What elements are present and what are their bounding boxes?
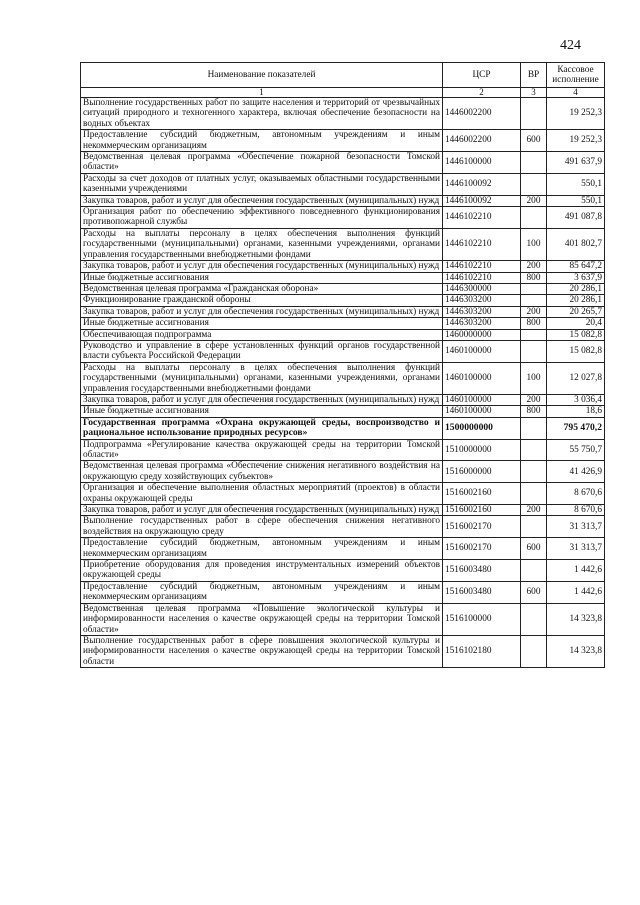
table-row (81, 295, 605, 306)
vr-cell: 800 (521, 406, 547, 417)
table-row (81, 318, 605, 329)
name-cell: Ведомственная целевая программа «Гражданская оборона» (81, 283, 443, 294)
name-cell: Закупка товаров, работ и услуг для обеспечения государственных (муниципальных) нужд (81, 261, 443, 272)
table-row (81, 635, 605, 667)
table-row (81, 461, 605, 483)
sum-cell: 85 647,2 (547, 261, 605, 272)
name-cell: Закупка товаров, работ и услуг для обеспечения государственных (муниципальных) нужд (81, 306, 443, 317)
vr-cell: 600 (521, 581, 547, 603)
table-row (81, 195, 605, 206)
table-row (81, 406, 605, 417)
vr-cell (521, 329, 547, 340)
name-cell: Подпрограмма «Регулирование качества окружающей среды на территории Томской области» (81, 439, 443, 461)
name-cell: Выполнение государственных работ по защите населения и территорий от чрезвычайных ситуаций природного и техногенного характера, включая обеспечение безопасности на водных объектах (81, 98, 443, 130)
vr-cell (521, 603, 547, 635)
vr-cell: 800 (521, 318, 547, 329)
csr-cell: 1446002200 (443, 130, 521, 152)
table-row (81, 538, 605, 560)
sum-cell: 41 426,9 (547, 461, 605, 483)
sum-cell: 491 087,8 (547, 207, 605, 229)
vr-cell: 200 (521, 306, 547, 317)
name-cell: Руководство и управление в сфере установленных функций органов государственной власти субъекта Российской Федерации (81, 340, 443, 362)
name-cell: Предоставление субсидий бюджетным, автономным учреждениям и иным некоммерческим организациям (81, 130, 443, 152)
table-row (81, 340, 605, 362)
name-cell: Ведомственная целевая программа «Обеспечение снижения негативного воздействия на окружающую среду хозяйствующих субъектов» (81, 461, 443, 483)
sum-cell: 550,1 (547, 195, 605, 206)
csr-cell: 1460100000 (443, 362, 521, 394)
table-header-row (81, 63, 605, 88)
csr-cell: 1446002200 (443, 98, 521, 130)
name-cell: Закупка товаров, работ и услуг для обеспечения государственных (муниципальных) нужд (81, 394, 443, 405)
sum-cell: 795 470,2 (547, 417, 605, 439)
table-row (81, 329, 605, 340)
table-row (81, 98, 605, 130)
vr-cell (521, 98, 547, 130)
vr-cell (521, 635, 547, 667)
csr-cell: 1500000000 (443, 417, 521, 439)
csr-cell: 1460100000 (443, 406, 521, 417)
csr-cell: 1510000000 (443, 439, 521, 461)
vr-cell: 600 (521, 130, 547, 152)
name-cell: Расходы на выплаты персоналу в целях обеспечения выполнения функций государственными (муниципальными) органами, казенными учреждениями, органами управления государственными внебюджетными фондами (81, 228, 443, 260)
sum-cell: 55 750,7 (547, 439, 605, 461)
table-row (81, 516, 605, 538)
csr-cell: 1516102180 (443, 635, 521, 667)
name-cell: Организация работ по обеспечению эффективного повседневного функционирования противопожарной службы (81, 207, 443, 229)
table-row (81, 483, 605, 505)
column-number-row (81, 88, 605, 98)
column-number: 3 (521, 88, 547, 98)
csr-cell: 1446100092 (443, 173, 521, 195)
csr-cell: 1516000000 (443, 461, 521, 483)
sum-cell: 19 252,3 (547, 130, 605, 152)
sum-cell: 1 442,6 (547, 560, 605, 582)
name-cell: Организация и обеспечение выполнения областных мероприятий (проектов) в области охраны окружающей среды (81, 483, 443, 505)
vr-cell: 600 (521, 538, 547, 560)
vr-cell: 200 (521, 195, 547, 206)
table-row (81, 173, 605, 195)
vr-cell (521, 516, 547, 538)
sum-cell: 20 286,1 (547, 295, 605, 306)
csr-cell: 1460100000 (443, 340, 521, 362)
sum-cell: 19 252,3 (547, 98, 605, 130)
name-cell: Расходы на выплаты персоналу в целях обеспечения выполнения функций государственными (муниципальными) органами, казенными учреждениями, органами управления государственными внебюджетными фондами (81, 362, 443, 394)
page-number: 424 (560, 38, 581, 53)
table-row (81, 560, 605, 582)
vr-cell (521, 483, 547, 505)
csr-cell: 1460000000 (443, 329, 521, 340)
name-cell: Функционирование гражданской обороны (81, 295, 443, 306)
sum-cell: 1 442,6 (547, 581, 605, 603)
sum-cell: 14 323,8 (547, 603, 605, 635)
table-row (81, 581, 605, 603)
table-row (81, 505, 605, 516)
name-cell: Иные бюджетные ассигнования (81, 272, 443, 283)
csr-cell: 1446102210 (443, 207, 521, 229)
table-row (81, 207, 605, 229)
vr-cell: 200 (521, 394, 547, 405)
csr-cell: 1516003480 (443, 581, 521, 603)
sum-cell: 15 082,8 (547, 329, 605, 340)
name-cell: Выполнение государственных работ в сфере обеспечения снижения негативного воздействия на окружающую среду (81, 516, 443, 538)
csr-cell: 1446102210 (443, 228, 521, 260)
sum-cell: 550,1 (547, 173, 605, 195)
vr-cell (521, 439, 547, 461)
csr-cell: 1446303200 (443, 318, 521, 329)
sum-cell: 18,6 (547, 406, 605, 417)
name-cell: Обеспечивающая подпрограмма (81, 329, 443, 340)
sum-cell: 20 265,7 (547, 306, 605, 317)
csr-cell: 1516003480 (443, 560, 521, 582)
sum-cell: 31 313,7 (547, 516, 605, 538)
csr-cell: 1446102210 (443, 261, 521, 272)
csr-cell: 1460100000 (443, 394, 521, 405)
vr-cell (521, 152, 547, 174)
table-body (81, 98, 605, 668)
name-cell: Иные бюджетные ассигнования (81, 406, 443, 417)
vr-cell (521, 207, 547, 229)
name-cell: Закупка товаров, работ и услуг для обеспечения государственных (муниципальных) нужд (81, 505, 443, 516)
sum-cell: 491 637,9 (547, 152, 605, 174)
name-cell: Предоставление субсидий бюджетным, автономным учреждениям и иным некоммерческим организациям (81, 538, 443, 560)
csr-cell: 1446102210 (443, 272, 521, 283)
vr-cell: 100 (521, 362, 547, 394)
table-row (81, 306, 605, 317)
header-vr: ВР (521, 63, 547, 88)
vr-cell: 800 (521, 272, 547, 283)
vr-cell (521, 340, 547, 362)
table-row (81, 603, 605, 635)
sum-cell: 8 670,6 (547, 483, 605, 505)
csr-cell: 1516002160 (443, 483, 521, 505)
header-sum: Кассовое исполнение (547, 63, 605, 88)
table-row (81, 362, 605, 394)
sum-cell: 31 313,7 (547, 538, 605, 560)
name-cell: Ведомственная целевая программа «Повышение экологической культуры и информированности населения о качестве окружающей среды на территории Томской области» (81, 603, 443, 635)
sum-cell: 8 670,6 (547, 505, 605, 516)
csr-cell: 1516002170 (443, 516, 521, 538)
vr-cell (521, 461, 547, 483)
sum-cell: 401 802,7 (547, 228, 605, 260)
header-name: Наименование показателей (81, 63, 443, 88)
name-cell: Приобретение оборудования для проведения инструментальных измерений объектов окружающей среды (81, 560, 443, 582)
table-row (81, 272, 605, 283)
csr-cell: 1446100092 (443, 195, 521, 206)
column-number: 4 (547, 88, 605, 98)
sum-cell: 20 286,1 (547, 283, 605, 294)
name-cell: Расходы за счет доходов от платных услуг, оказываемых областными государственными казенными учреждениями (81, 173, 443, 195)
vr-cell (521, 283, 547, 294)
table-row (81, 439, 605, 461)
name-cell: Иные бюджетные ассигнования (81, 318, 443, 329)
table-row (81, 417, 605, 439)
sum-cell: 3 036,4 (547, 394, 605, 405)
name-cell: Предоставление субсидий бюджетным, автономным учреждениям и иным некоммерческим организациям (81, 581, 443, 603)
vr-cell: 200 (521, 505, 547, 516)
table-row (81, 152, 605, 174)
sum-cell: 12 027,8 (547, 362, 605, 394)
csr-cell: 1516002160 (443, 505, 521, 516)
table-row (81, 394, 605, 405)
column-number: 1 (81, 88, 443, 98)
csr-cell: 1446100000 (443, 152, 521, 174)
budget-table (80, 62, 605, 668)
csr-cell: 1446300000 (443, 283, 521, 294)
csr-cell: 1446303200 (443, 295, 521, 306)
vr-cell (521, 560, 547, 582)
vr-cell (521, 173, 547, 195)
name-cell: Ведомственная целевая программа «Обеспечение пожарной безопасности Томской области» (81, 152, 443, 174)
name-cell: Закупка товаров, работ и услуг для обеспечения государственных (муниципальных) нужд (81, 195, 443, 206)
vr-cell: 200 (521, 261, 547, 272)
name-cell: Выполнение государственных работ в сфере повышения экологической культуры и информированности населения о качестве окружающей среды на территории Томской области (81, 635, 443, 667)
vr-cell: 100 (521, 228, 547, 260)
sum-cell: 3 637,9 (547, 272, 605, 283)
table-row (81, 228, 605, 260)
csr-cell: 1446303200 (443, 306, 521, 317)
column-number: 2 (443, 88, 521, 98)
sum-cell: 20,4 (547, 318, 605, 329)
header-csr: ЦСР (443, 63, 521, 88)
csr-cell: 1516100000 (443, 603, 521, 635)
sum-cell: 14 323,8 (547, 635, 605, 667)
sum-cell: 15 082,8 (547, 340, 605, 362)
name-cell: Государственная программа «Охрана окружающей среды, воспроизводство и рациональное использование природных ресурсов» (81, 417, 443, 439)
table-row (81, 283, 605, 294)
csr-cell: 1516002170 (443, 538, 521, 560)
table-row (81, 130, 605, 152)
vr-cell (521, 417, 547, 439)
vr-cell (521, 295, 547, 306)
table-row (81, 261, 605, 272)
